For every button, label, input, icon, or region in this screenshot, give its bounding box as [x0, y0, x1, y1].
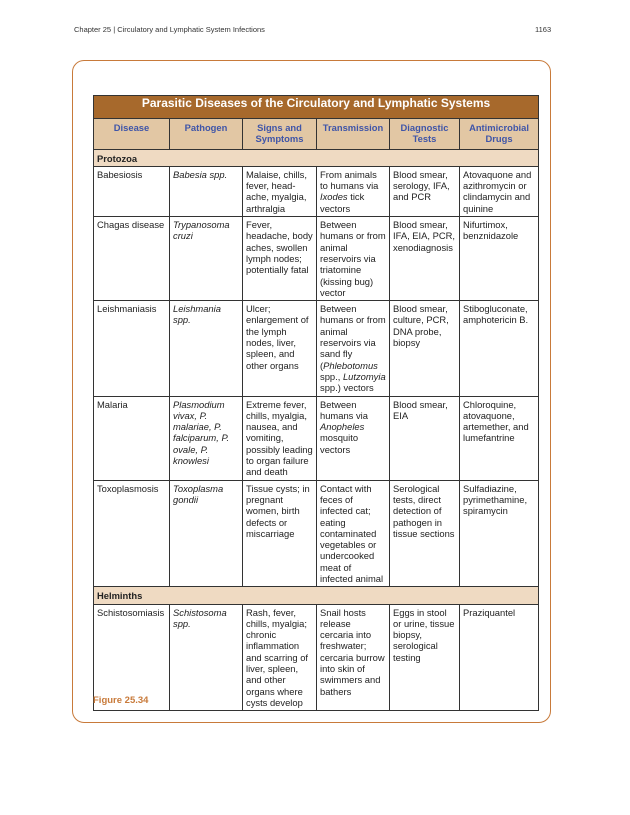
table-title-row: [94, 96, 539, 119]
drugs-cell: Praziquantel: [460, 604, 539, 711]
tests-cell: Blood smear, IFA, EIA, PCR, xenodiagnosis: [390, 217, 460, 301]
pathogen-cell: Plasmodium vivax, P. malariae, P. falciparum, P. ovale, P. knowlesi: [170, 396, 243, 480]
section-label: Protozoa: [94, 149, 539, 166]
transmission-cell: Between humans or from animal reservoirs via triatomine (kissing bug) vector: [317, 217, 390, 301]
table-row: [94, 301, 539, 396]
transmission-text: spp.,: [320, 370, 343, 382]
vector-genus: Phlebotomus: [323, 359, 378, 371]
column-header-row: [94, 119, 539, 150]
disease-cell: Babesiosis: [94, 166, 170, 216]
transmission-cell: Snail hosts release cercaria into freshwater; cercaria burrow into skin of swimmers and bathers: [317, 604, 390, 711]
vector-genus: Anopheles: [320, 421, 365, 433]
table-row: [94, 217, 539, 301]
disease-cell: Malaria: [94, 396, 170, 480]
drugs-cell: Sulfadiazine, pyrimethamine, spiramycin: [460, 480, 539, 587]
column-header: Diagnostic Tests: [390, 119, 460, 150]
drugs-cell: Stibogluconate, amphotericin B.: [460, 301, 539, 396]
column-header: Pathogen: [170, 119, 243, 150]
symptoms-cell: Extreme fever, chills, myalgia, nausea, and vomiting, possibly leading to organ failure and death: [243, 396, 317, 480]
tests-cell: Eggs in stool or urine, tissue biopsy, serological testing: [390, 604, 460, 711]
transmission-text: Between humans or from animal reservoirs via sand fly (: [320, 303, 386, 371]
transmission-text: From animals to humans via: [320, 168, 379, 192]
pathogen-cell: Trypanosoma cruzi: [170, 217, 243, 301]
pathogen-cell: Schistosoma spp.: [170, 604, 243, 711]
symptoms-cell: Tissue cysts; in pregnant women, birth defects or miscarriage: [243, 480, 317, 587]
pathogen-genus: Babesia spp.: [173, 168, 228, 180]
section-label: Helminths: [94, 587, 539, 604]
table-row: [94, 166, 539, 216]
pathogen-cell: Leishmania spp.: [170, 301, 243, 396]
table-row: [94, 396, 539, 480]
figure-label: Figure 25.34: [93, 695, 149, 706]
column-header: Disease: [94, 119, 170, 150]
tests-cell: Blood smear, serology, IFA, and PCR: [390, 166, 460, 216]
section-row-protozoa: [94, 149, 539, 166]
symptoms-cell: Fever, headache, body aches, swollen lymph nodes; potentially fatal: [243, 217, 317, 301]
disease-cell: Schistosomiasis: [94, 604, 170, 711]
transmission-text: tick vectors: [320, 191, 365, 214]
transmission-text: mosquito vectors: [320, 432, 359, 455]
symptoms-cell: Rash, fever, chills, myalgia; chronic inflammation and scarring of liver, spleen, and other organs where cysts develop: [243, 604, 317, 711]
transmission-cell: [317, 301, 390, 396]
vector-genus: Ixodes: [320, 191, 348, 203]
symptoms-cell: Malaise, chills, fever, head-ache, myalgia, arthralgia: [243, 166, 317, 216]
table-row: [94, 604, 539, 711]
transmission-cell: [317, 396, 390, 480]
running-header: Chapter 25 | Circulatory and Lymphatic System Infections: [74, 25, 265, 34]
disease-cell: Leishmaniasis: [94, 301, 170, 396]
tests-cell: Blood smear, EIA: [390, 396, 460, 480]
table-title: Parasitic Diseases of the Circulatory and Lymphatic Systems: [94, 96, 539, 119]
column-header: Transmission: [317, 119, 390, 150]
disease-cell: Chagas disease: [94, 217, 170, 301]
column-header: Antimicrobial Drugs: [460, 119, 539, 150]
transmission-cell: Contact with feces of infected cat; eating contaminated vegetables or undercooked meat of infected animal: [317, 480, 390, 587]
transmission-cell: [317, 166, 390, 216]
drugs-cell: Atovaquone and azithromycin or clindamycin and quinine: [460, 166, 539, 216]
drugs-cell: Nifurtimox, benznidazole: [460, 217, 539, 301]
tests-cell: Serological tests, direct detection of pathogen in tissue sections: [390, 480, 460, 587]
table-row: [94, 480, 539, 587]
pathogen-cell: [170, 166, 243, 216]
transmission-text: Between humans via: [320, 398, 368, 421]
vector-genus: Lutzomyia: [342, 370, 386, 382]
pathogen-cell: Toxoplasma gondii: [170, 480, 243, 587]
disease-cell: Toxoplasmosis: [94, 480, 170, 587]
parasitic-diseases-table: [93, 95, 539, 711]
column-header: Signs and Symptoms: [243, 119, 317, 150]
transmission-text: spp.) vectors: [320, 382, 374, 394]
symptoms-cell: Ulcer; enlargement of the lymph nodes, liver, spleen, and other organs: [243, 301, 317, 396]
page-number: 1163: [535, 25, 552, 34]
tests-cell: Blood smear, culture, PCR, DNA probe, biopsy: [390, 301, 460, 396]
drugs-cell: Chloroquine, atovaquone, artemether, and lumefantrine: [460, 396, 539, 480]
section-row-helminths: [94, 587, 539, 604]
